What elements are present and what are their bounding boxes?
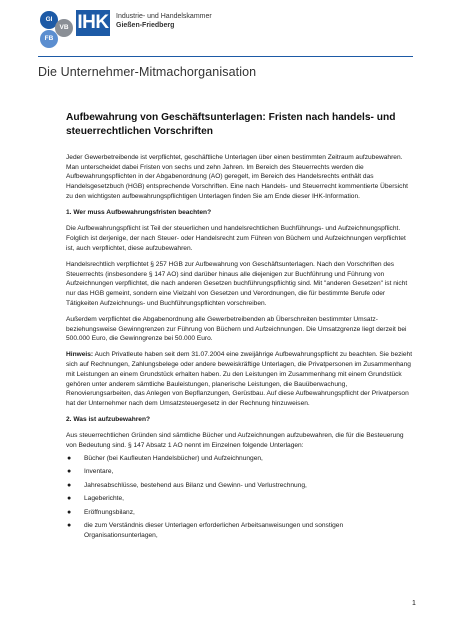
header-divider [38, 56, 413, 57]
list-item [66, 508, 414, 518]
document-list [66, 454, 414, 541]
bullet-icon: ● [67, 495, 72, 503]
bullet-icon: ● [67, 468, 72, 476]
chamber-name-line2: Gießen-Friedberg [116, 22, 175, 29]
list-item-text: Lageberichte, [84, 495, 124, 503]
list-item-text: Eröffnungsbilanz, [84, 508, 135, 516]
bullet-icon: ● [67, 522, 72, 530]
hint-text: Auch Privatleute haben seit dem 31.07.2004 eine zweijährige Aufbewahrungspflicht zu beachten. Sie bezieht sich auf Rechnungen, Zahlungsbelege oder andere beweiskräftige Unterlagen, die Privatpersonen im Zusammenhang mit Leistungen an einem Grundstück erhalten haben. Zu den Leistungen im Zusammenhang mit einem Grundstück gehören unter anderem sämtliche Bauleistungen, planerische Leistungen, die Bauüberwachung, Renovierungsarbeiten, das Anlegen von Bepflanzungen, Gerüstbau. Auf diese Aufbewahrungspflicht der Privatperson hat der Unternehmer nach dem Umsatzsteuergesetz in der Rechnung hinzuweisen. [66, 351, 413, 407]
slogan: Die Unternehmer-Mitmachorganisation [38, 65, 257, 79]
page-number: 1 [412, 600, 416, 607]
bullet-icon: ● [67, 481, 72, 489]
logo-circle-fb: FB [40, 30, 58, 48]
chamber-name-line1: Industrie- und Handelskammer [116, 13, 212, 20]
list-item [66, 454, 414, 464]
document-body [66, 153, 414, 544]
section-2-lead: Aus steuerrechtlichen Gründen sind sämtliche Bücher und Aufzeichnungen aufzubewahren, die für die Besteuerung von Bedeutung sind. § 147 Absatz 1 AO nennt im Einzelnen folgende Unterlagen: [66, 432, 404, 450]
hint-label: Hinweis: [66, 351, 94, 359]
list-item [66, 467, 414, 477]
ihk-logo-mark: IHK [76, 10, 110, 36]
bullet-icon: ● [67, 508, 72, 516]
list-item-text: Jahresabschlüsse, bestehend aus Bilanz und Gewinn- und Verlustrechnung, [84, 481, 307, 489]
intro-paragraph: Jeder Gewerbetreibende ist verpflichtet, geschäftliche Unterlagen über einen bestimmten Zeitraum aufzubewahren. Man unterscheidet dabei Fristen von sechs und zehn Jahren. Im Bereich des Steuerrechts werden die Aufbewahrungspflichten in der Abgabenordnung (AO) geregelt, im Bereich des Handelsrechts enthält das Handelsgesetzbuch (HGB) entsprechende Vorschriften. Eine nach Handels- und Steuerrecht kommentierte Übersicht zu den wichtigsten aufbewahrungspflichtigen Unterlagen finden Sie am Ende dieser IHK-Information. [66, 154, 408, 200]
list-item [66, 494, 414, 504]
chamber-name [116, 12, 212, 30]
list-item-text: die zum Verständnis dieser Unterlagen erforderlichen Arbeitsanweisungen und sonstigen Organisationsunterlagen, [84, 522, 344, 539]
list-item-text: Inventare, [84, 468, 114, 476]
logo-circle-vb: VB [55, 19, 73, 37]
list-item [66, 521, 414, 540]
section-1-paragraph-2: Handelsrechtlich verpflichtet § 257 HGB zur Aufbewahrung von Geschäftsunterlagen. Nach den Vorschriften des Steuerrechts (insbesondere § 147 AO) sind darüber hinaus alle diejenigen zur Buchführung und Führung von Aufzeichnungen verpflichtet, die nach anderen Gesetzen buchführungspflichtig sind. Mit "anderen Gesetzen" ist nicht nur das HGB gemeint, sondern eine Vielzahl von Gesetzen und Verordnungen, die für bestimmte Berufe oder Tätigkeiten Aufzeichnungs- und Buchführungspflichten vorschreiben. [66, 260, 408, 307]
bullet-icon: ● [67, 454, 72, 462]
list-item [66, 481, 414, 491]
section-2-heading: 2. Was ist aufzubewahren? [66, 416, 151, 424]
document-title: Aufbewahrung von Geschäftsunterlagen: Fristen nach handels- und steuerrechtlichen Vorschriften [66, 112, 396, 137]
section-1-paragraph-1: Die Aufbewahrungspflicht ist Teil der steuerlichen und handelsrechtlichen Buchführungs- und Aufzeichnungspflicht. Folglich ist derjenige, der nach Steuer- oder Handelsrecht zum Führen von Büchern und Aufzeichnungen verpflichtet ist, auch verpflichtet, diese aufzubewahren. [66, 225, 406, 252]
letterhead [38, 10, 418, 80]
section-1-paragraph-3: Außerdem verpflichtet die Abgabenordnung alle Gewerbetreibenden ab Überschreiten bestimmter Umsatz- beziehungsweise Gewinngrenzen zur Führung von Büchern und Aufzeichnungen. Die Umsatzgrenze liegt derzeit bei 500.000 Euro, die Gewinngrenze bei 50.000 Euro. [66, 315, 407, 343]
list-item-text: Bücher (bei Kaufleuten Handelsbücher) und Aufzeichnungen, [84, 454, 263, 462]
hint-paragraph [66, 350, 414, 408]
section-1-heading: 1. Wer muss Aufbewahrungsfristen beachten? [66, 209, 212, 217]
logo-circle-gi: GI [40, 11, 58, 29]
